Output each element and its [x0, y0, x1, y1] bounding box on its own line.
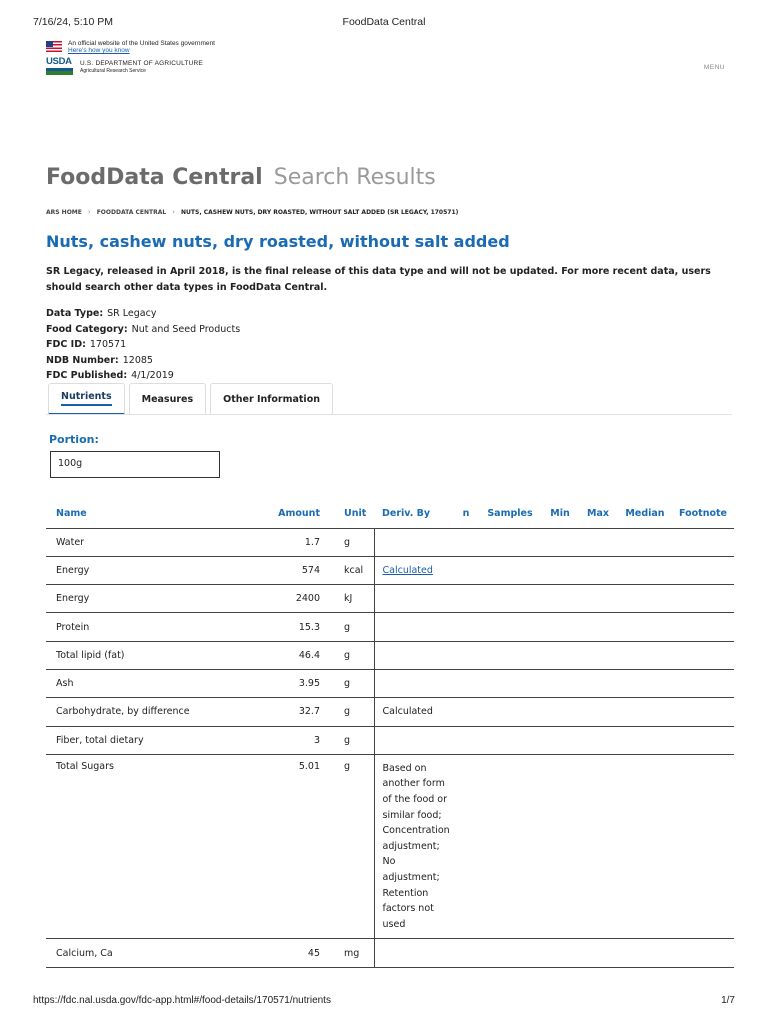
tab-divider: [46, 414, 732, 415]
meta-ndb-number: NDB Number: 12085: [46, 354, 153, 366]
col-deriv-by[interactable]: Deriv. By: [374, 500, 454, 528]
food-title: Nuts, cashew nuts, dry roasted, without salt added: [46, 232, 510, 251]
legacy-notice: SR Legacy, released in April 2018, is the final release of this data type and will not be updated. For more recent data, users should search other data types in FoodData Central.: [46, 266, 711, 293]
meta-data-type: Data Type: SR Legacy: [46, 308, 157, 319]
nutrient-name: Calcium, Ca: [46, 939, 272, 967]
breadcrumb-fooddata-central[interactable]: FOODDATA CENTRAL: [96, 208, 167, 216]
nutrient-name: Carbohydrate, by difference: [46, 698, 272, 726]
col-max[interactable]: Max: [578, 500, 618, 528]
nutrient-deriv: [374, 613, 734, 641]
agency-name: [80, 60, 203, 74]
nutrients-table: [46, 500, 734, 968]
nutrient-name: Energy: [46, 585, 272, 613]
nutrient-unit: mg: [330, 939, 374, 967]
nutrient-amount: 15.3: [272, 613, 330, 641]
chevron-right-icon: ›: [87, 208, 91, 216]
nutrient-unit: g: [330, 726, 374, 754]
nutrient-amount: 2400: [272, 585, 330, 613]
nutrient-name: Total lipid (fat): [46, 641, 272, 669]
nutrient-unit: kJ: [330, 585, 374, 613]
nutrient-name: Water: [46, 528, 272, 556]
how-you-know-link[interactable]: Here's how you know: [68, 47, 130, 54]
nutrient-deriv: [374, 939, 734, 967]
table-row: [46, 641, 734, 669]
page-title: [46, 165, 436, 190]
food-metadata: [46, 306, 240, 384]
print-datetime: 7/16/24, 5:10 PM: [33, 16, 113, 28]
col-min[interactable]: Min: [542, 500, 578, 528]
col-unit[interactable]: Unit: [330, 500, 374, 528]
tab-nutrients[interactable]: Nutrients: [48, 383, 125, 415]
nutrient-unit: g: [330, 669, 374, 697]
meta-fdc-id: FDC ID: 170571: [46, 339, 127, 350]
nutrient-deriv: [374, 585, 734, 613]
nutrient-amount: 1.7: [272, 528, 330, 556]
nutrient-deriv: [374, 528, 734, 556]
nutrient-unit: kcal: [330, 556, 374, 584]
nutrient-unit: g: [330, 641, 374, 669]
table-row: [46, 669, 734, 697]
nutrient-deriv: [374, 726, 734, 754]
page-title-main: FoodData Central: [46, 165, 263, 190]
detail-tabs: [48, 383, 337, 415]
col-footnote[interactable]: Footnote: [672, 500, 734, 528]
table-row: [46, 556, 734, 584]
breadcrumb-ars-home[interactable]: ARS HOME: [46, 208, 82, 216]
nutrient-amount: 45: [272, 939, 330, 967]
nutrient-name: Fiber, total dietary: [46, 726, 272, 754]
chevron-right-icon: ›: [172, 208, 176, 216]
table-header-row: [46, 500, 734, 528]
calculated-link[interactable]: Calculated: [382, 564, 433, 576]
portion-label: Portion:: [49, 433, 99, 446]
nutrient-amount: 3.95: [272, 669, 330, 697]
table-row: [46, 698, 734, 726]
service-name: Agricultural Research Service: [80, 68, 146, 74]
col-name[interactable]: Name: [46, 500, 272, 528]
table-row: [46, 939, 734, 967]
menu-button[interactable]: MENU: [703, 64, 725, 71]
print-title: FoodData Central: [342, 16, 426, 28]
print-header: [33, 16, 735, 30]
nutrient-name: Energy: [46, 556, 272, 584]
portion-select[interactable]: 100g: [50, 451, 220, 478]
nutrient-amount: 5.01: [272, 754, 330, 939]
col-samples[interactable]: Samples: [478, 500, 542, 528]
breadcrumb: [46, 208, 458, 216]
nutrient-name: Ash: [46, 669, 272, 697]
nutrient-amount: 574: [272, 556, 330, 584]
table-row: [46, 528, 734, 556]
print-footer: [33, 995, 735, 1006]
usda-logo[interactable]: [46, 57, 73, 76]
meta-food-category: Food Category: Nut and Seed Products: [46, 323, 241, 335]
print-page-number: 1/7: [721, 995, 735, 1006]
us-flag-icon: [46, 41, 62, 52]
usda-logo-text: USDA: [46, 56, 72, 67]
meta-fdc-published: FDC Published: 4/1/2019: [46, 370, 174, 381]
tab-other-information[interactable]: Other Information: [210, 383, 333, 415]
nutrient-amount: 32.7: [272, 698, 330, 726]
nutrient-deriv: [374, 669, 734, 697]
nutrient-unit: g: [330, 528, 374, 556]
nutrient-name: Total Sugars: [46, 754, 272, 939]
nutrient-deriv: Based on another form of the food or similar food; Concentration adjustment; No adjustment; Retention factors not used: [374, 754, 734, 939]
nutrient-unit: g: [330, 754, 374, 939]
col-amount[interactable]: Amount: [272, 500, 330, 528]
table-row: [46, 726, 734, 754]
nutrient-deriv: [374, 556, 734, 584]
department-name: U.S. DEPARTMENT OF AGRICULTURE: [80, 60, 203, 67]
nutrient-unit: g: [330, 698, 374, 726]
breadcrumb-current: NUTS, CASHEW NUTS, DRY ROASTED, WITHOUT SALT ADDED (SR LEGACY, 170571): [181, 208, 459, 216]
page-title-sub: Search Results: [273, 165, 436, 190]
table-row: [46, 585, 734, 613]
official-site-text: An official website of the United States government: [68, 40, 215, 47]
nutrient-amount: 46.4: [272, 641, 330, 669]
table-row: [46, 613, 734, 641]
table-row: [46, 754, 734, 939]
col-n[interactable]: n: [454, 500, 478, 528]
nutrient-name: Protein: [46, 613, 272, 641]
col-median[interactable]: Median: [618, 500, 672, 528]
nutrient-deriv: Calculated: [374, 698, 734, 726]
nutrient-amount: 3: [272, 726, 330, 754]
nutrient-unit: g: [330, 613, 374, 641]
tab-measures[interactable]: Measures: [129, 383, 207, 415]
nutrient-deriv: [374, 641, 734, 669]
usda-field-icon: [46, 68, 73, 75]
print-url: https://fdc.nal.usda.gov/fdc-app.html#/food-details/170571/nutrients: [33, 995, 331, 1006]
